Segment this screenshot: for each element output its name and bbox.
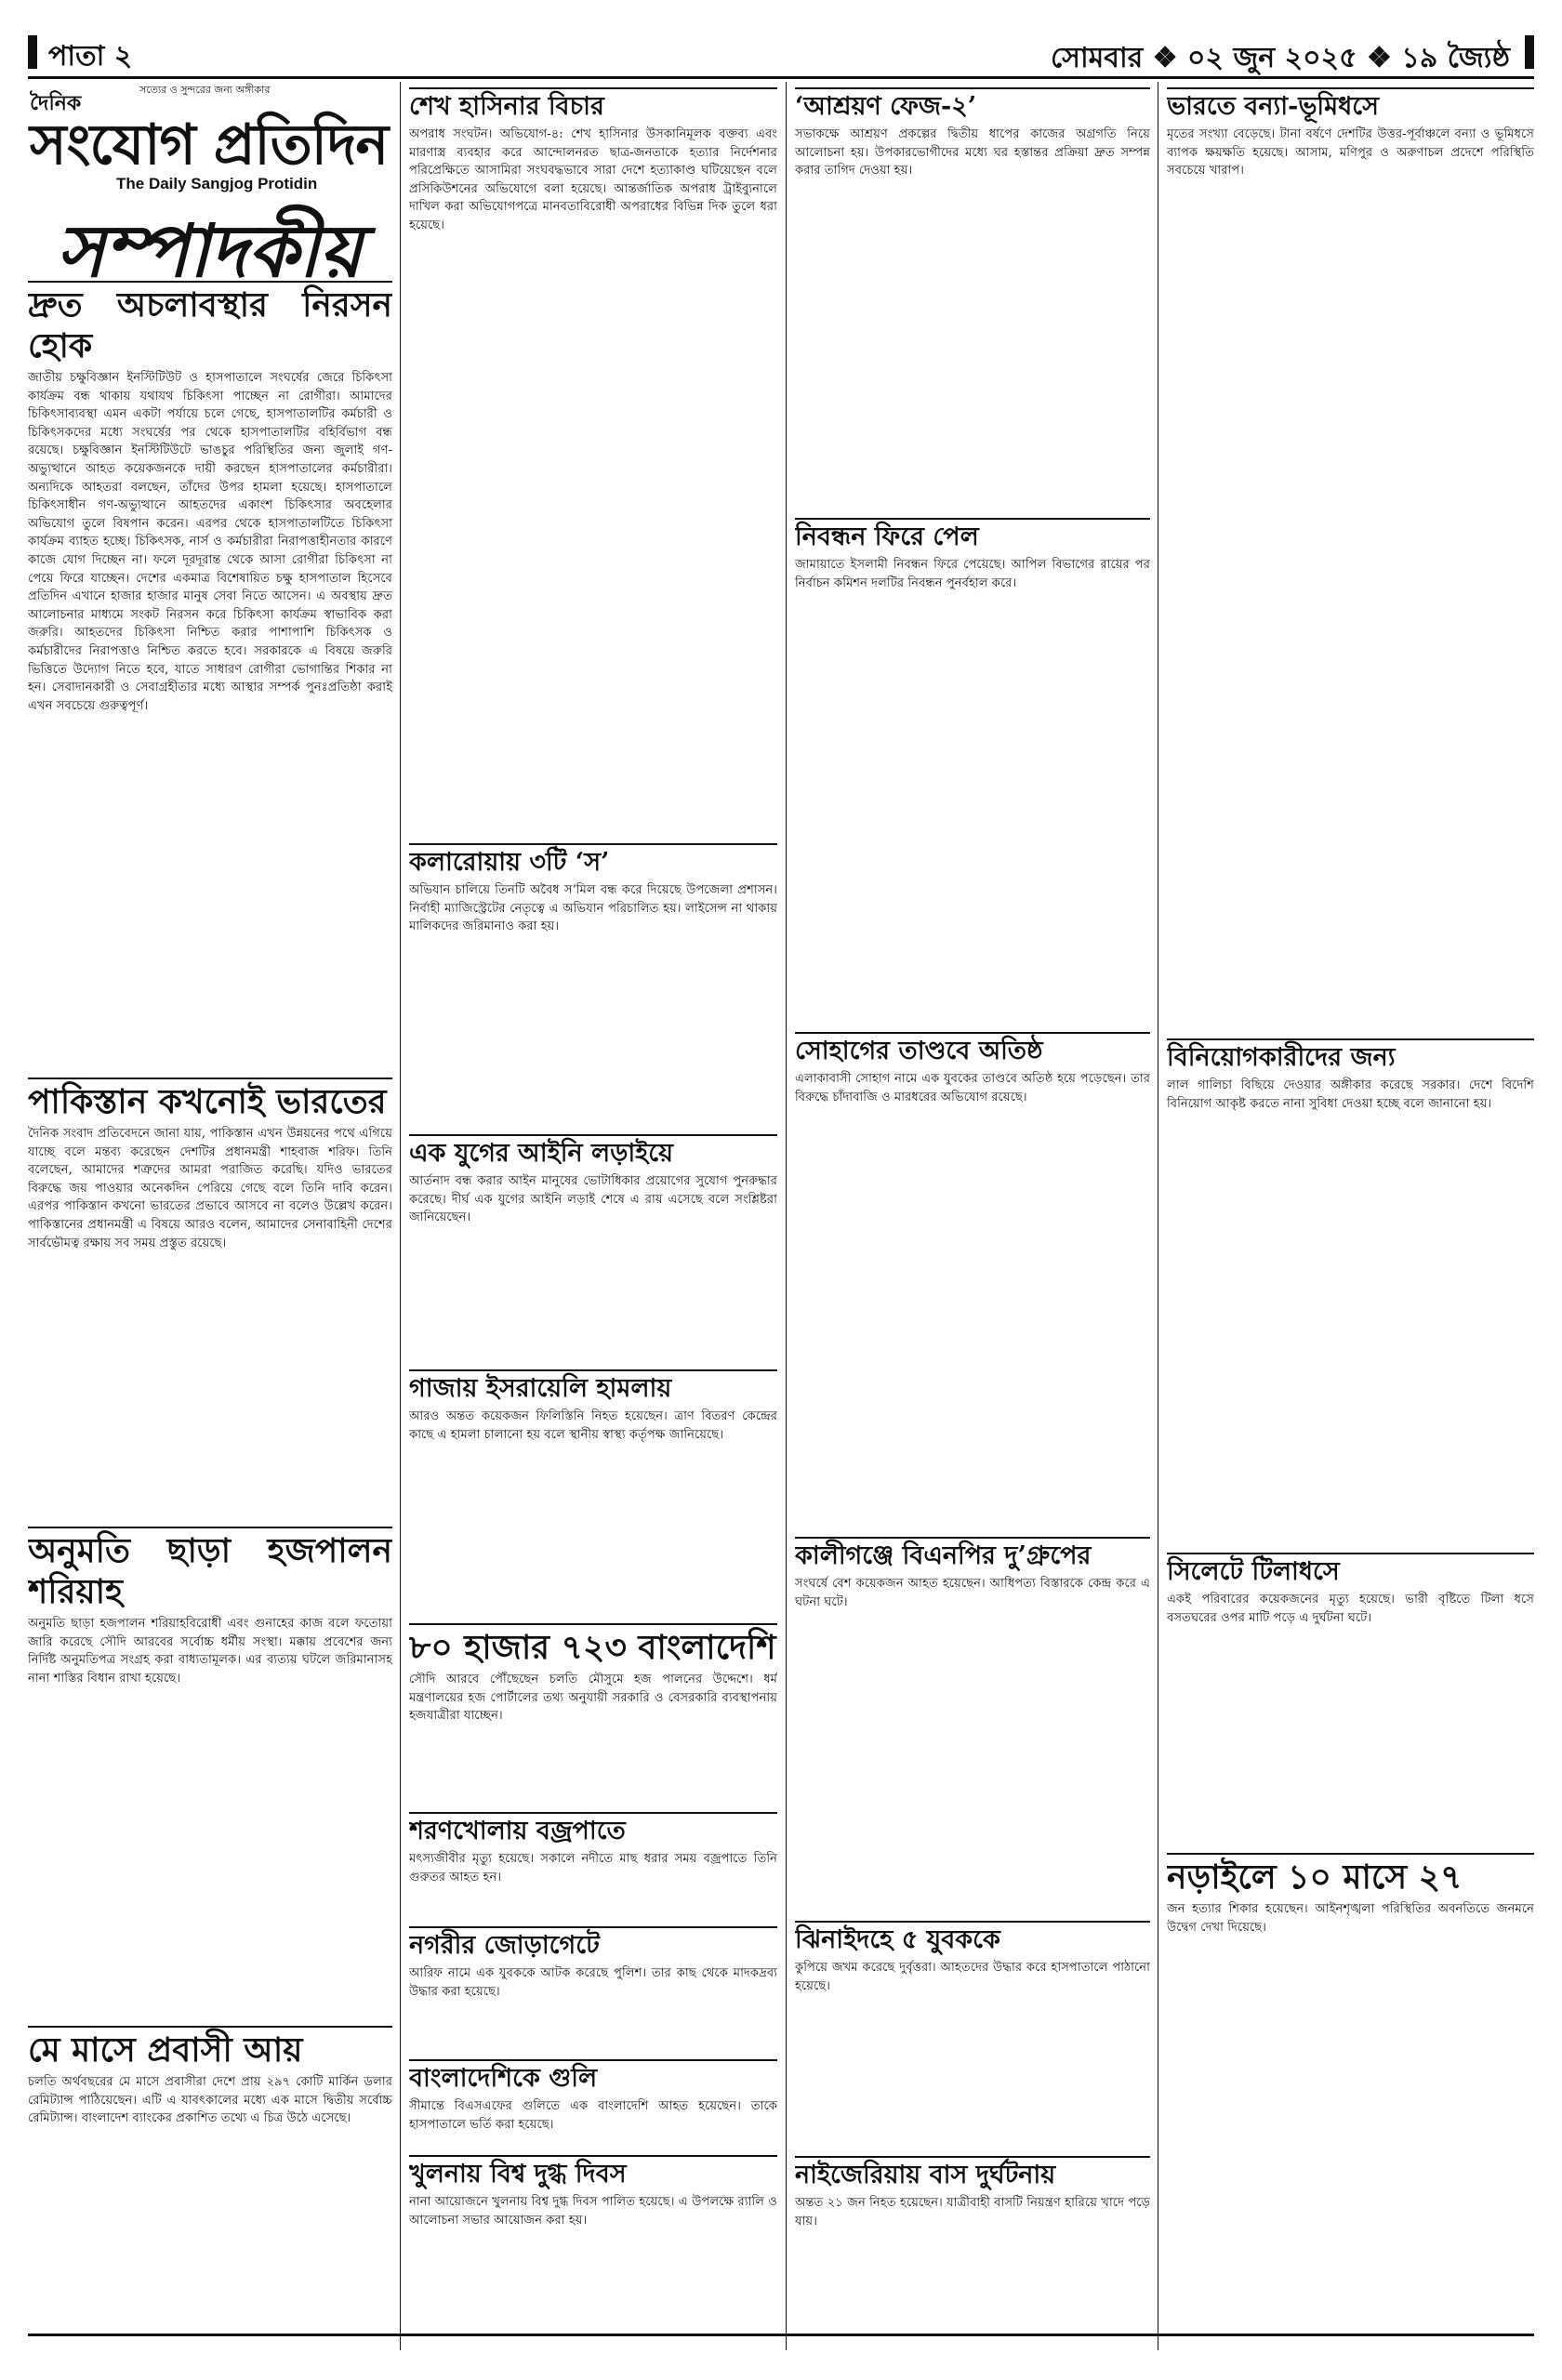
article-headline: নিবন্ধন ফিরে পেল <box>795 518 1150 553</box>
masthead-tagline: সত্যের ও সুন্দরের জন্য অঙ্গীকার <box>139 84 271 96</box>
header-bar-right <box>1525 35 1534 69</box>
article-headline: গাজায় ইসরায়েলি হামলায় <box>409 1369 777 1405</box>
newspaper-english-name: The Daily Sangjog Protidin <box>116 175 318 192</box>
article-body: কুপিয়ে জখম করেছে দুর্বৃত্তরা। আহতদের উদ্ধার করে হাসপাতালে পাঠানো হয়েছে। <box>795 1961 1150 1993</box>
column-rule <box>786 82 787 2350</box>
article-headline: সিলেটে টিলাধসে <box>1167 1553 1534 1588</box>
article-body: আর্তনাদ বন্ধ করার আইন মানুষের ভোটাধিকার প্রয়োগের সুযোগ পুনরুদ্ধার করেছে। দীর্ঘ এক যুগের আইনি লড়াই শেষে এ রায় এসেছে বলে সংশ্লিষ্টরা জানিয়েছেন। <box>409 1174 777 1225</box>
article-body: এলাকাবাসী সোহাগ নামে এক যুবকের তাণ্ডবে অতিষ্ঠ হয়ে পড়েছেন। তার বিরুদ্ধে চাঁদাবাজি ও মারধরের অভিযোগ রয়েছে। <box>795 1072 1150 1104</box>
article-body: মৃতের সংখ্যা বেড়েছে। টানা বর্ষণে দেশটির উত্তর-পূর্বাঞ্চলে বন্যা ও ভূমিধসে ব্যাপক ক্ষয়ক্ষতি হয়েছে। আসাম, মণিপুর ও অরুণাচল প্রদেশে পরিস্থিতি সবচেয়ে খারাপ। <box>1167 127 1534 178</box>
article-body: লাল গালিচা বিছিয়ে দেওয়ার অঙ্গীকার করেছে সরকার। দেশে বিদেশি বিনিয়োগ আকৃষ্ট করতে নানা সুবিধা দেওয়া হচ্ছে বলে জানানো হয়। <box>1167 1078 1534 1111</box>
article-body: জামায়াতে ইসলামী নিবন্ধন ফিরে পেয়েছে। আপিল বিভাগের রায়ের পর নির্বাচন কমিশন দলটির নিবন্ধন পুনর্বহাল করে। <box>795 558 1150 590</box>
article-body: অন্তত ২১ জন নিহত হয়েছেন। যাত্রীবাহী বাসটি নিয়ন্ত্রণ হারিয়ে খাদে পড়ে যায়। <box>795 2196 1150 2228</box>
header-bar-left <box>28 35 37 69</box>
column-1 <box>28 279 392 2324</box>
article-body: অভিযান চালিয়ে তিনটি অবৈধ স’মিল বন্ধ করে দিয়েছে উপজেলা প্রশাসন। নির্বাহী ম্যাজিস্ট্রেটের নেতৃত্বে এ অভিযান পরিচালিত হয়। লাইসেন্স না থাকায় মালিকদের জরিমানাও করা হয়। <box>409 883 777 934</box>
column-2 <box>409 86 777 2326</box>
article-body: জন হত্যার শিকার হয়েছেন। আইনশৃঙ্খলা পরিস্থিতির অবনতিতে জনমনে উদ্বেগ দেখা দিয়েছে। <box>1167 1902 1534 1935</box>
article-body: জাতীয় চক্ষুবিজ্ঞান ইনস্টিটিউট ও হাসপাতালে সংঘর্ষের জেরে চিকিৎসা কার্যক্রম বন্ধ থাকায় যথাযথ চিকিৎসা পাচ্ছেন না রোগীরা। আমাদের চিকিৎসাব্যবস্থা এমন একটা পর্যায়ে চলে গেছে, হাসপাতালটির কর্মচারী ও চিকিৎসকদের মধ্যে সংঘর্ষের পর থেকে হাসপাতালটির বহির্বিভাগ বন্ধ রয়েছে। চক্ষুবিজ্ঞান ইনস্টিটিউটে ভাঙচুর পরিস্থিতির জন্য জুলাই গণ-অভ্যুত্থানে আহত কয়েকজনকে দায়ী করছেন হাসপাতালের কর্মচারীরা। অন্যদিকে আহতরা বলছেন, তাঁদের উপর হামলা হয়েছে। হাসপাতালে চিকিৎসাধীন গণ-অভ্যুত্থানে আহতদের একাংশ চিকিৎসার অবহেলার অভিযোগ তুলে বিষপান করেন। এরপর থেকে হাসপাতালটিতে চিকিৎসা কার্যক্রম ব্যাহত হচ্ছে। চিকিৎসক, নার্স ও কর্মচারীরা নিরাপত্তাহীনতার কারণে কাজে যোগ দিচ্ছেন না। ফলে দূরদূরান্ত থেকে আসা রোগীরা চিকিৎসা না পেয়ে ফিরে যাচ্ছেন। দেশের একমাত্র বিশেষায়িত চক্ষু হাসপাতাল হিসেবে প্রতিদিন এখানে হাজার হাজার মানুষ সেবা নিতে আসেন। এ অবস্থায় দ্রুত আলোচনার মাধ্যমে সংকট নিরসন করে চিকিৎসা কার্যক্রম স্বাভাবিক করা জরুরি। আহতদের চিকিৎসা নিশ্চিত করার পাশাপাশি চিকিৎসক ও কর্মচারীদের নিরাপত্তাও নিশ্চিত করতে হবে। সরকারকে এ বিষয়ে জরুরি ভিত্তিতে উদ্যোগ নিতে হবে, যাতে সাধারণ রোগীরা ভোগান্তির শিকার না হন। সেবাদানকারী ও সেবাগ্রহীতার মধ্যে আস্থার সম্পর্ক পুনঃপ্রতিষ্ঠা করাই এখন সবচেয়ে গুরুত্বপূর্ণ। <box>28 371 392 713</box>
header-date: সোমবার ❖ ০২ জুন ২০২৫ ❖ ১৯ জ্যৈষ্ঠ <box>1050 42 1510 74</box>
newspaper-page <box>28 28 1534 2352</box>
article-body: আরিফ নামে এক যুবককে আটক করেছে পুলিশ। তার কাছ থেকে মাদকদ্রব্য উদ্ধার করা হয়েছে। <box>409 1966 777 1999</box>
article-headline: কালীগঞ্জে বিএনপির দু’গ্রুপের <box>795 1537 1150 1572</box>
article-body: সংঘর্ষে বেশ কয়েকজন আহত হয়েছেন। আধিপত্য বিস্তারকে কেন্দ্র করে এ ঘটনা ঘটে। <box>795 1577 1150 1609</box>
article-headline: শরণখোলায় বজ্রপাতে <box>409 1812 777 1847</box>
article-body: চলতি অর্থবছরের মে মাসে প্রবাসীরা দেশে প্রায় ২৯৭ কোটি মার্কিন ডলার রেমিট্যান্স পাঠিয়েছেন। এটি এ যাবৎকালের মধ্যে এক মাসে দ্বিতীয় সর্বোচ্চ রেমিট্যান্স। বাংলাদেশ ব্যাংকের প্রকাশিত তথ্যে এ চিত্র উঠে এসেছে। <box>28 2075 392 2126</box>
article-headline: বিনিয়োগকারীদের জন্য <box>1167 1038 1534 1074</box>
article-headline: খুলনায় বিশ্ব দুগ্ধ দিবস <box>409 2155 777 2190</box>
article-headline: শেখ হাসিনার বিচার <box>409 87 777 123</box>
article-body: মৎস্যজীবীর মৃত্যু হয়েছে। সকালে নদীতে মাছ ধরার সময় বজ্রপাতে তিনি গুরুতর আহত হন। <box>409 1852 777 1884</box>
article-body: দৈনিক সংবাদ প্রতিবেদনে জানা যায়, পাকিস্তান এখন উন্নয়নের পথে এগিয়ে যাচ্ছে বলে মন্তব্য করেছেন দেশটির প্রধানমন্ত্রী শাহবাজ শরিফ। তিনি বলেছেন, আমাদের শত্রুদের আমরা পরাজিত করেছি। যদিও ভারতের বিরুদ্ধে জয় পাওয়ার অনেকদিন পেরিয়ে গেছে বলে তিনি দাবি করেন। এরপর পাকিস্তান কখনো ভারতের প্রভাবে আসবে না বলেও উল্লেখ করেন। পাকিস্তানের প্রধানমন্ত্রী এ বিষয়ে আরও বলেন, আমাদের সেনাবাহিনী দেশের সার্বভৌমত্ব রক্ষায় সব সময় প্রস্তুত রয়েছে। <box>28 1127 392 1250</box>
article-body: অপরাধ সংঘটন। অভিযোগ-৪: শেখ হাসিনার উসকানিমূলক বক্তব্য এবং মারণাস্ত্র ব্যবহার করে আন্দোলনরত ছাত্র-জনতাকে হত্যার নির্দেশনার পরিপ্রেক্ষিতে আসামিরা সংঘবদ্ধভাবে সারা দেশে হত্যাকাণ্ড ঘটিয়েছেন বলে প্রসিকিউশনের অভিযোগে বলা হয়েছে। আন্তর্জাতিক অপরাধ ট্রাইব্যুনালে দাখিল করা অভিযোগপত্রে মানবতাবিরোধী অপরাধের বিভিন্ন দিক তুলে ধরা হয়েছে। <box>409 127 777 232</box>
article-headline: নগরীর জোড়াগেটে <box>409 1926 777 1962</box>
column-3 <box>795 86 1150 2326</box>
article-headline: কলারোয়ায় ৩টি ‘স’ <box>409 843 777 879</box>
column-rule <box>400 82 401 2350</box>
page-header <box>28 28 1534 79</box>
column-4 <box>1167 86 1534 2326</box>
article-headline: ভারতে বন্যা-ভূমিধসে <box>1167 87 1534 123</box>
article-headline: বাংলাদেশিকে গুলি <box>409 2059 777 2095</box>
article-headline: পাকিস্তান কখনোই ভারতের <box>28 1078 392 1122</box>
article-headline: মে মাসে প্রবাসী আয় <box>28 2026 392 2070</box>
section-title: সম্পাদকীয় <box>56 209 363 294</box>
footer-rule <box>28 2334 1534 2336</box>
article-headline: ‘আশ্রয়ণ ফেজ-২’ <box>795 87 1150 123</box>
page-number: পাতা ২ <box>48 40 133 73</box>
article-body: সৌদি আরবে পৌঁছেছেন চলতি মৌসুমে হজ পালনের উদ্দেশে। ধর্ম মন্ত্রণালয়ের হজ পোর্টালের তথ্য অনুযায়ী সরকারি ও বেসরকারি ব্যবস্থাপনায় হজযাত্রীরা যাচ্ছেন। <box>409 1673 777 1724</box>
article-body: নানা আয়োজনে খুলনায় বিশ্ব দুগ্ধ দিবস পালিত হয়েছে। এ উপলক্ষে র‍্যালি ও আলোচনা সভার আয়োজন করা হয়। <box>409 2195 777 2228</box>
article-headline: সোহাগের তাণ্ডবে অতিষ্ঠ <box>795 1032 1150 1067</box>
article-headline: অনুমতি ছাড়া হজপালন শরিয়াহ <box>28 1527 392 1612</box>
article-headline: নড়াইলে ১০ মাসে ২৭ <box>1167 1853 1534 1897</box>
article-body: একই পরিবারের কয়েকজনের মৃত্যু হয়েছে। ভারী বৃষ্টিতে টিলা ধসে বসতঘরের ওপর মাটি পড়ে এ দুর্ঘটনা ঘটে। <box>1167 1593 1534 1625</box>
article-headline: ঝিনাইদহে ৫ যুবককে <box>795 1921 1150 1956</box>
article-body: আরও অন্তত কয়েকজন ফিলিস্তিনি নিহত হয়েছেন। ত্রাণ বিতরণ কেন্দ্রের কাছে এ হামলা চালানো হয় বলে স্থানীয় স্বাস্থ্য কর্তৃপক্ষ জানিয়েছে। <box>409 1409 777 1442</box>
masthead-daily: দৈনিক <box>30 91 82 115</box>
article-body: অনুমতি ছাড়া হজপালন শরিয়াহবিরোধী এবং গুনাহের কাজ বলে ফতোয়া জারি করেছে সৌদি আরবের সর্বোচ্চ ধর্মীয় সংস্থা। মক্কায় প্রবেশের জন্য নির্দিষ্ট অনুমতিপত্র সংগ্রহ করা বাধ্যতামূলক। এর ব্যত্যয় ঘটলে জরিমানাসহ নানা শাস্তির বিধান রাখা হয়েছে। <box>28 1617 392 1686</box>
article-headline: ৮০ হাজার ৭২৩ বাংলাদেশি <box>409 1623 777 1668</box>
article-body: সীমান্তে বিএসএফের গুলিতে এক বাংলাদেশি আহত হয়েছেন। তাকে হাসপাতালে ভর্তি করা হয়েছে। <box>409 2099 777 2132</box>
article-headline: দ্রুত অচলাবস্থার নিরসন হোক <box>28 281 392 366</box>
article-headline: নাইজেরিয়ায় বাস দুর্ঘটনায় <box>795 2156 1150 2191</box>
article-headline: এক যুগের আইনি লড়াইয়ে <box>409 1134 777 1170</box>
newspaper-name: সংযোগ প্রতিদিন <box>30 112 389 178</box>
article-body: সভাকক্ষে আশ্রয়ণ প্রকল্পের দ্বিতীয় ধাপের কাজের অগ্রগতি নিয়ে আলোচনা হয়। উপকারভোগীদের মধ্যে ঘর হস্তান্তর প্রক্রিয়া দ্রুত সম্পন্ন করার তাগিদ দেওয়া হয়। <box>795 127 1150 178</box>
